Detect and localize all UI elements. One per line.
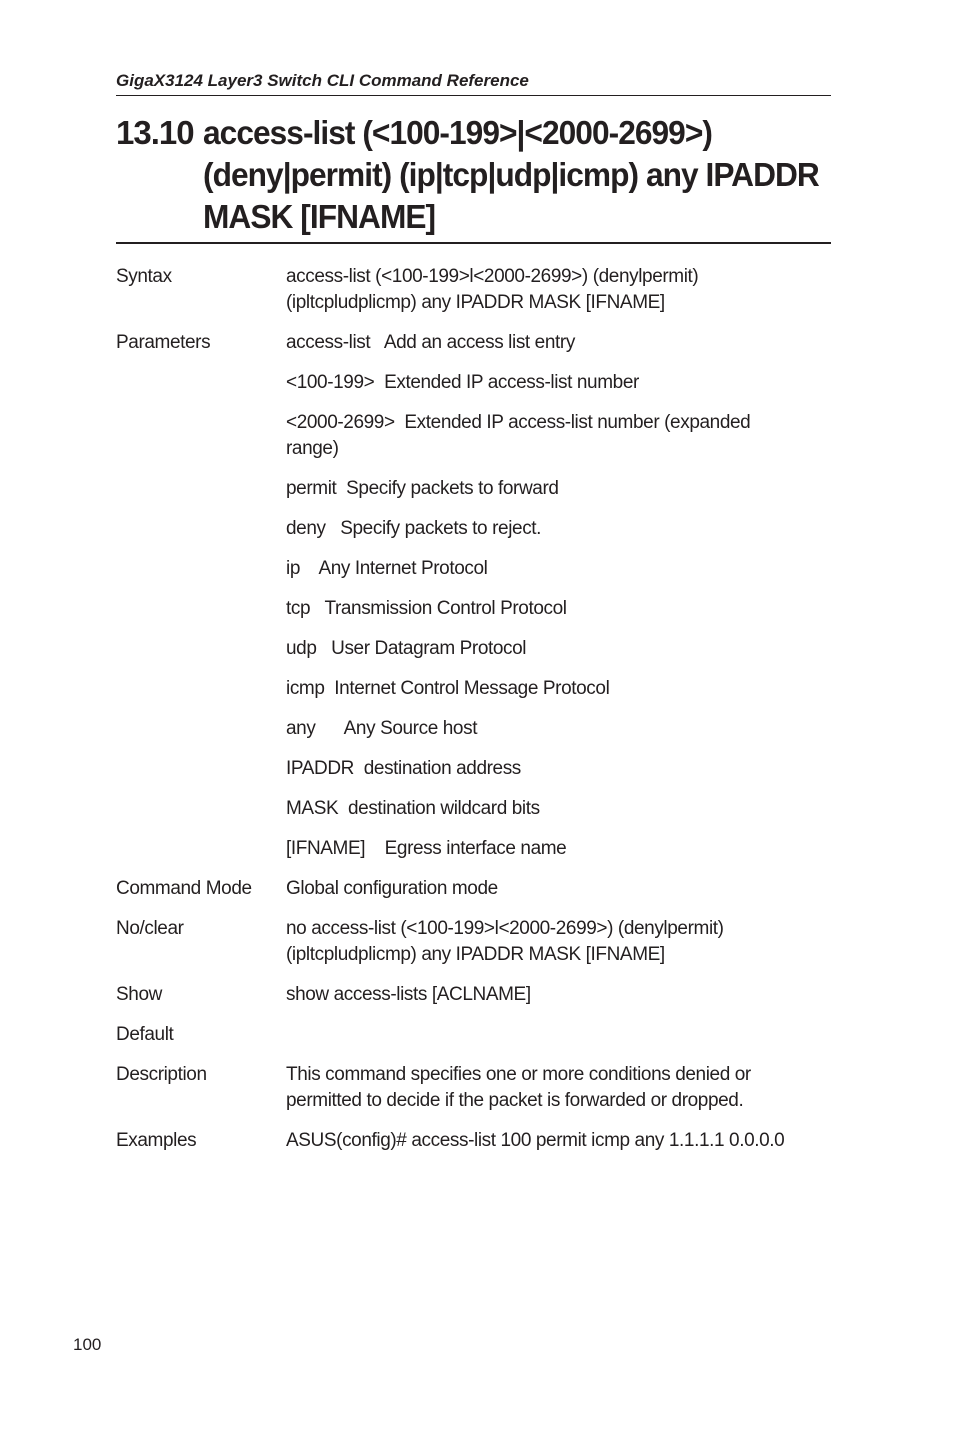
command-mode-row [116, 876, 831, 902]
no-clear-line: no access-list (<100-199>l<2000-2699>) (denylpermit) [286, 918, 724, 939]
parameters-label: Parameters [116, 332, 211, 353]
parameter-item: <100-199> Extended IP access-list number [286, 372, 639, 393]
syntax-line: (ipltcpludplicmp) any IPADDR MASK [IFNAME] [286, 292, 665, 313]
syntax-label: Syntax [116, 266, 172, 287]
default-row [116, 1022, 831, 1048]
syntax-line: access-list (<100-199>l<2000-2699>) (denylpermit) [286, 266, 699, 287]
command-reference-table [116, 264, 831, 1154]
command-mode-label: Command Mode [116, 878, 252, 899]
parameter-item: permit Specify packets to forward [286, 478, 559, 499]
example-line: ASUS(config)# access-list 100 permit icmp any 1.1.1.1 0.0.0.0 [286, 1130, 785, 1151]
parameter-item: deny Specify packets to reject. [286, 518, 542, 539]
parameter-item: icmp Internet Control Message Protocol [286, 678, 610, 699]
parameter-item: ip Any Internet Protocol [286, 558, 488, 579]
page-number: 100 [73, 1335, 102, 1354]
no-clear-label: No/clear [116, 918, 184, 939]
default-label: Default [116, 1024, 174, 1045]
section-title-line: (deny|permit) (ip|tcp|udp|icmp) any IPADDR [203, 156, 819, 193]
parameter-item: <2000-2699> Extended IP access-list number (expanded [286, 412, 751, 433]
parameters-list [286, 330, 831, 862]
examples-value [286, 1128, 831, 1154]
section-title [203, 112, 819, 238]
parameter-item: tcp Transmission Control Protocol [286, 598, 567, 619]
show-row [116, 982, 831, 1008]
parameter-item: MASK destination wildcard bits [286, 798, 540, 819]
parameter-item: any Any Source host [286, 718, 478, 739]
parameter-item: udp User Datagram Protocol [286, 638, 527, 659]
show-label: Show [116, 984, 162, 1005]
parameter-item: access-list Add an access list entry [286, 332, 575, 353]
show-line: show access-lists [ACLNAME] [286, 984, 531, 1005]
parameter-item: [IFNAME] Egress interface name [286, 838, 567, 859]
parameter-item: IPADDR destination address [286, 758, 521, 779]
description-row [116, 1062, 831, 1114]
section-title-line: MASK [IFNAME] [203, 198, 436, 235]
description-label: Description [116, 1064, 207, 1085]
no-clear-row [116, 916, 831, 968]
running-header: GigaX3124 Layer3 Switch CLI Command Reference [116, 70, 831, 96]
section-heading [116, 112, 831, 244]
syntax-row [116, 264, 831, 316]
no-clear-line: (ipltcpludplicmp) any IPADDR MASK [IFNAME] [286, 944, 665, 965]
syntax-value [286, 264, 831, 316]
examples-row [116, 1128, 831, 1154]
command-mode-line: Global configuration mode [286, 878, 498, 899]
parameter-item-continued: range) [286, 438, 339, 459]
examples-label: Examples [116, 1130, 197, 1151]
section-title-line: access-list (<100-199>|<2000-2699>) [203, 114, 712, 151]
command-mode-value [286, 876, 831, 902]
description-value [286, 1062, 831, 1114]
show-value [286, 982, 831, 1008]
description-line: permitted to decide if the packet is forwarded or dropped. [286, 1090, 744, 1111]
section-number: 13.10 [116, 114, 194, 151]
description-line: This command specifies one or more conditions denied or [286, 1064, 751, 1085]
no-clear-value [286, 916, 831, 968]
parameters-row [116, 330, 831, 862]
